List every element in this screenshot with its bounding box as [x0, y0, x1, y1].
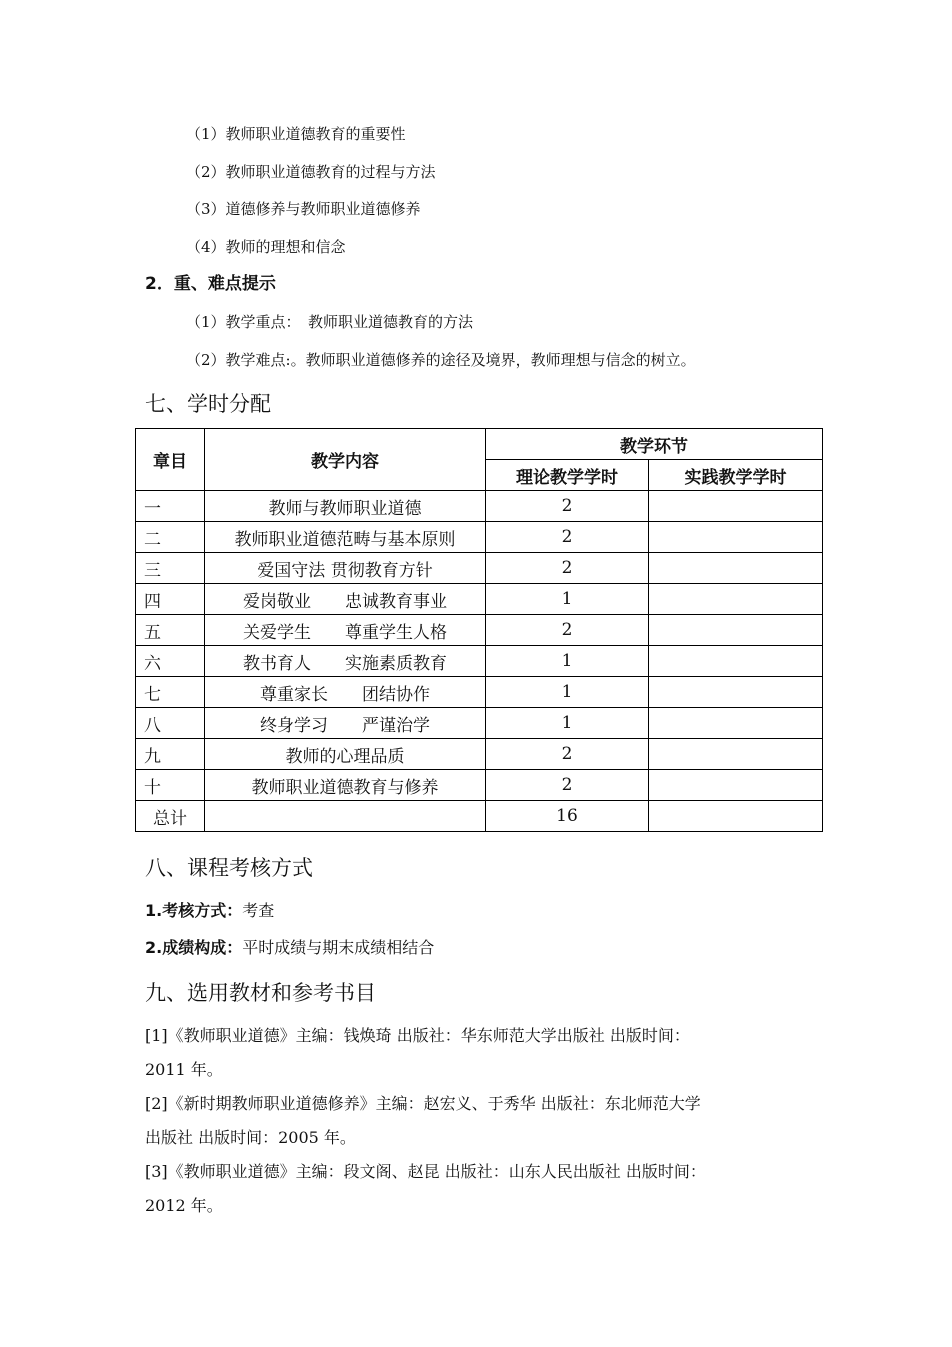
- reference-line: 2012 年。: [145, 1196, 223, 1215]
- cell-practice: [649, 739, 823, 770]
- reference-line: 出版社 出版时间：2005 年。: [145, 1128, 356, 1147]
- cell-content: 关爱学生 尊重学生人格: [205, 615, 486, 646]
- table-row: [136, 584, 823, 615]
- cell-practice: [649, 615, 823, 646]
- assessment-method-label: 1.考核方式：: [145, 901, 243, 920]
- table-row: [136, 739, 823, 770]
- reference-line: [2]《新时期教师职业道德修养》主编：赵宏义、于秀华 出版社：东北师范大学: [145, 1094, 701, 1113]
- cell-chapter: 二: [136, 522, 205, 553]
- table-row: [136, 708, 823, 739]
- cell-total-label: 总计: [136, 801, 205, 832]
- cell-content: 爱国守法 贯彻教育方针: [205, 553, 486, 584]
- difficult-point-item: （2）教学难点:。教师职业道德修养的途径及境界，教师理想与信念的树立。: [186, 351, 696, 369]
- header-chapter: 章目: [136, 429, 205, 491]
- cell-practice: [649, 708, 823, 739]
- table-row: [136, 553, 823, 584]
- table-row: [136, 677, 823, 708]
- cell-practice: [649, 646, 823, 677]
- cell-chapter: 三: [136, 553, 205, 584]
- cell-chapter: 七: [136, 677, 205, 708]
- cell-chapter: 八: [136, 708, 205, 739]
- cell-chapter: 十: [136, 770, 205, 801]
- reference-line: [3]《教师职业道德》主编：段文阁、赵昆 出版社：山东人民出版社 出版时间：: [145, 1162, 706, 1181]
- cell-total-theory: 16: [486, 801, 649, 832]
- cell-content: 爱岗敬业 忠诚教育事业: [205, 584, 486, 615]
- cell-content: 教师职业道德范畴与基本原则: [205, 522, 486, 553]
- cell-content: 教师与教师职业道德: [205, 491, 486, 522]
- cell-content: 教师职业道德教育与修养: [205, 770, 486, 801]
- cell-content: 尊重家长 团结协作: [205, 677, 486, 708]
- section7-title: 七、学时分配: [145, 392, 271, 416]
- grade-composition: [145, 937, 434, 959]
- section9-title: 九、选用教材和参考书目: [145, 981, 376, 1005]
- table-total-row: [136, 801, 823, 832]
- cell-total-practice: [649, 801, 823, 832]
- cell-practice: [649, 770, 823, 801]
- grade-composition-label: 2.成绩构成：: [145, 938, 243, 957]
- section8-title: 八、课程考核方式: [145, 856, 313, 880]
- assessment-method-value: 考查: [242, 901, 275, 920]
- cell-chapter: 一: [136, 491, 205, 522]
- header-content: 教学内容: [205, 429, 486, 491]
- cell-theory: 1: [486, 708, 649, 739]
- cell-theory: 2: [486, 522, 649, 553]
- grade-composition-value: 平时成绩与期末成绩相结合: [242, 938, 435, 957]
- cell-practice: [649, 677, 823, 708]
- cell-content: 终身学习 严谨治学: [205, 708, 486, 739]
- cell-content: 教师的心理品质: [205, 739, 486, 770]
- section6-item: （2）教师职业道德教育的过程与方法: [186, 163, 436, 181]
- section6-item: （4）教师的理想和信念: [186, 238, 346, 256]
- cell-chapter: 九: [136, 739, 205, 770]
- cell-practice: [649, 584, 823, 615]
- table-row: [136, 615, 823, 646]
- cell-content: 教书育人 实施素质教育: [205, 646, 486, 677]
- reference-line: [1]《教师职业道德》主编：钱焕琦 出版社：华东师范大学出版社 出版时间：: [145, 1026, 690, 1045]
- header-teaching-link: 教学环节: [486, 429, 823, 460]
- table-row: [136, 646, 823, 677]
- cell-chapter: 五: [136, 615, 205, 646]
- cell-practice: [649, 553, 823, 584]
- section6-item: （3）道德修养与教师职业道德修养: [186, 200, 421, 218]
- section6-item: （1）教师职业道德教育的重要性: [186, 125, 406, 143]
- cell-theory: 2: [486, 770, 649, 801]
- cell-theory: 2: [486, 615, 649, 646]
- hours-table: [135, 428, 823, 832]
- cell-theory: 1: [486, 646, 649, 677]
- cell-chapter: 四: [136, 584, 205, 615]
- cell-theory: 1: [486, 584, 649, 615]
- table-row: [136, 522, 823, 553]
- key-point-item: （1）教学重点： 教师职业道德教育的方法: [186, 313, 474, 331]
- cell-theory: 2: [486, 553, 649, 584]
- reference-line: 2011 年。: [145, 1060, 223, 1079]
- assessment-method: [145, 900, 274, 922]
- cell-total-content: [205, 801, 486, 832]
- header-theory: 理论教学学时: [486, 460, 649, 491]
- cell-theory: 2: [486, 739, 649, 770]
- cell-practice: [649, 491, 823, 522]
- cell-practice: [649, 522, 823, 553]
- table-row: [136, 770, 823, 801]
- cell-theory: 1: [486, 677, 649, 708]
- key-points-heading: 2．重、难点提示: [145, 274, 276, 294]
- cell-theory: 2: [486, 491, 649, 522]
- cell-chapter: 六: [136, 646, 205, 677]
- table-row: [136, 491, 823, 522]
- header-practice: 实践教学学时: [649, 460, 823, 491]
